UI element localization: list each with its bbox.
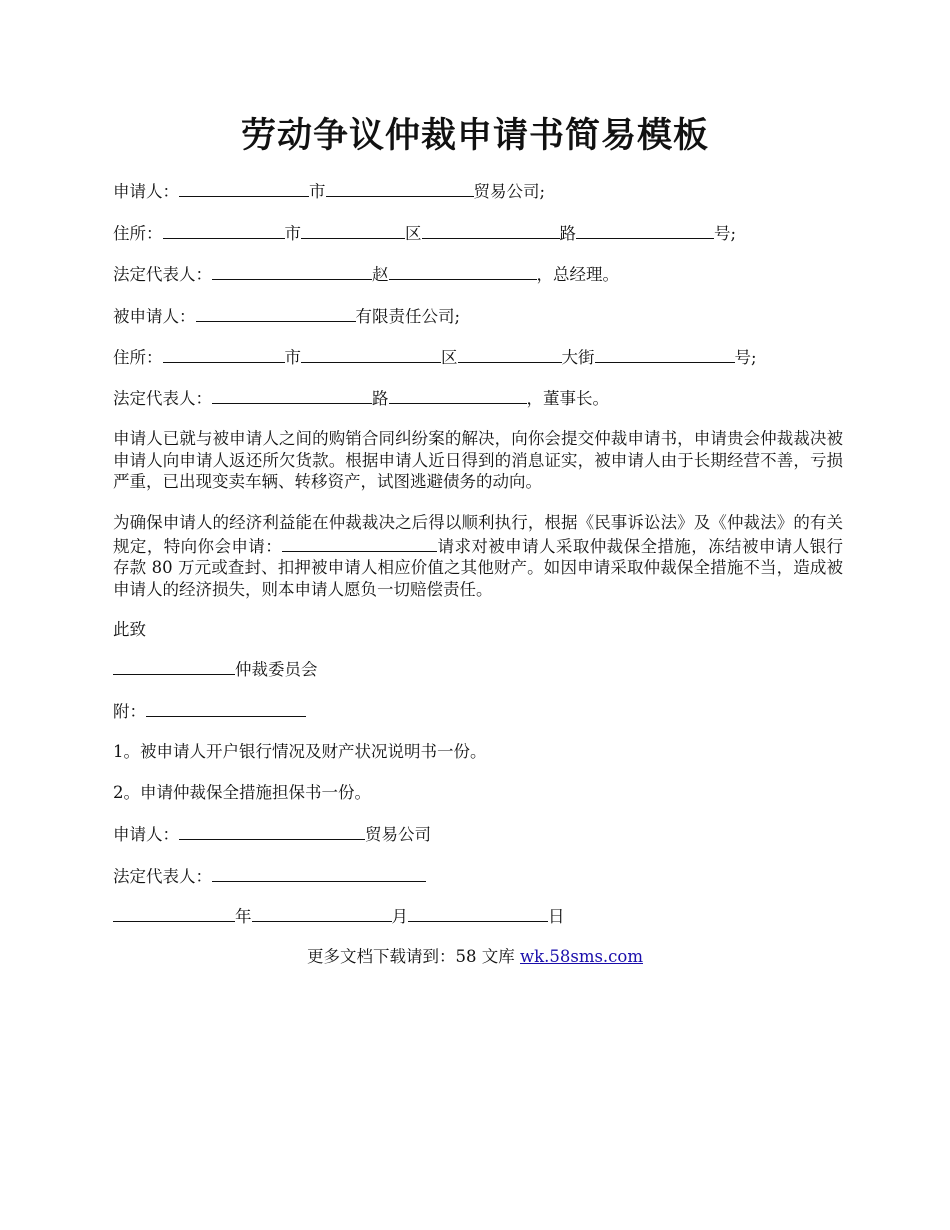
sign-rep-line	[113, 864, 843, 889]
respondent-rep-title: ，董事长。	[526, 389, 609, 408]
committee-line	[113, 657, 843, 682]
attachment-item-2: 2。申请仲裁保全措施担保书一份。	[113, 783, 371, 802]
respondent-company-suffix: 有限责任公司;	[355, 307, 461, 326]
attachment-line	[113, 699, 843, 724]
respondent-address-number: 号;	[734, 348, 757, 367]
salutation: 此致	[113, 620, 146, 639]
respondent-address-number-blank[interactable]	[595, 345, 735, 363]
applicant-address-district-blank[interactable]	[301, 221, 405, 239]
respondent-address-street-blank[interactable]	[458, 345, 562, 363]
respondent-address-city-blank[interactable]	[163, 345, 285, 363]
applicant-label: 申请人：	[113, 182, 179, 201]
respondent-address-street: 大街	[561, 348, 595, 367]
sign-rep-blank[interactable]	[212, 864, 426, 882]
applicant-address-city: 市	[284, 224, 301, 243]
applicant-address-city-blank[interactable]	[163, 221, 285, 239]
footer-link[interactable]: wk.58sms.com	[519, 947, 643, 966]
respondent-address-label: 住所：	[113, 348, 163, 367]
date-day-blank[interactable]	[408, 904, 548, 922]
respondent-company-blank[interactable]	[196, 304, 356, 322]
date-month-blank[interactable]	[252, 904, 392, 922]
applicant-city-suffix: 市	[309, 182, 326, 201]
respondent-line	[113, 304, 843, 329]
applicant-rep-blank-1[interactable]	[212, 262, 372, 280]
applicant-address-number: 号;	[714, 224, 737, 243]
respondent-rep-label: 法定代表人：	[113, 389, 212, 408]
committee-suffix: 仲裁委员会	[235, 660, 318, 679]
applicant-address-road: 路	[559, 224, 576, 243]
date-day: 日	[548, 907, 565, 926]
committee-blank[interactable]	[113, 657, 235, 675]
attachment-blank[interactable]	[146, 699, 306, 717]
applicant-city-blank[interactable]	[179, 179, 309, 197]
respondent-rep-road: 路	[372, 389, 389, 408]
applicant-rep-label: 法定代表人：	[113, 265, 212, 284]
respondent-address-district: 区	[441, 348, 458, 367]
attachment-label: 附：	[113, 702, 146, 721]
applicant-rep-blank-2[interactable]	[389, 262, 537, 280]
sign-applicant-suffix: 贸易公司	[365, 825, 431, 844]
date-line	[113, 904, 843, 929]
document-title: 劳动争议仲裁申请书简易模板	[240, 115, 709, 156]
footer-text: 更多文档下载请到：58 文库	[306, 947, 520, 966]
applicant-address-line	[113, 221, 843, 246]
sign-rep-label: 法定代表人：	[113, 867, 212, 886]
applicant-rep-name-part: 赵	[372, 265, 389, 284]
date-year: 年	[235, 907, 252, 926]
respondent-address-line	[113, 345, 843, 370]
respondent-rep-blank-1[interactable]	[212, 386, 372, 404]
paragraph-1: 申请人已就与被申请人之间的购销合同纠纷案的解决，向你会提交仲裁申请书，申请贵会仲裁裁决被申请人向申请人返还所欠货款。根据申请人近日得到的消息证实，被申请人由于长期经营不善，亏损严重，已出现变卖车辆、转移资产，试图逃避债务的动向。	[113, 429, 843, 491]
respondent-label: 被申请人：	[113, 307, 196, 326]
applicant-line	[113, 179, 843, 204]
applicant-address-label: 住所：	[113, 224, 163, 243]
applicant-address-district: 区	[405, 224, 422, 243]
paragraph-2-part-2: 请求对被申请人采取仲裁保全措施，冻结被申请人银行存款 80 万元或查封、扣押被申请人相应价值之其他财产。如因申请采取仲裁保全措施不当，造成被申请人的经济损失，则本申请人愿负一切赔偿责任。	[113, 536, 844, 599]
sign-applicant-label: 申请人：	[113, 825, 179, 844]
paragraph-2	[113, 512, 843, 600]
applicant-company-suffix: 贸易公司;	[473, 182, 546, 201]
sign-applicant-line	[113, 822, 843, 847]
paragraph-2-blank[interactable]	[282, 534, 437, 552]
applicant-address-road-blank[interactable]	[422, 221, 560, 239]
respondent-rep-line	[113, 386, 843, 411]
applicant-rep-title: ，总经理。	[536, 265, 619, 284]
respondent-address-district-blank[interactable]	[301, 345, 441, 363]
applicant-address-number-blank[interactable]	[576, 221, 714, 239]
attachment-item-1: 1。被申请人开户银行情况及财产状况说明书一份。	[113, 742, 487, 761]
applicant-rep-line	[113, 262, 843, 287]
footer	[0, 945, 950, 969]
applicant-company-blank[interactable]	[326, 179, 474, 197]
sign-applicant-blank[interactable]	[179, 822, 365, 840]
respondent-rep-blank-2[interactable]	[389, 386, 527, 404]
date-month: 月	[391, 907, 408, 926]
paragraph-2-part-1: 为确保申请人的经济利益能在仲裁裁决之后得以顺利执行，根据《民事诉讼法》及《仲裁法》的有关规定，特向你会申请：	[113, 513, 843, 556]
respondent-address-city: 市	[284, 348, 301, 367]
date-year-blank[interactable]	[113, 904, 235, 922]
